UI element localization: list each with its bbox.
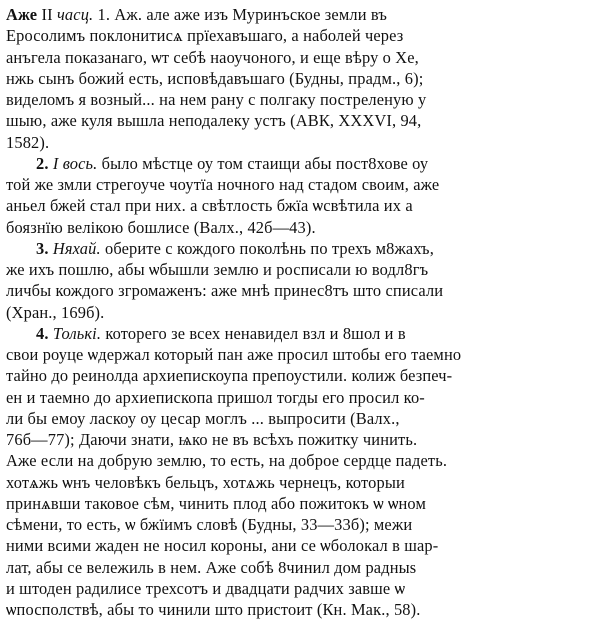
line-text: которего зе всех ненавидел взл и 8шол и в: [101, 323, 406, 343]
entry-aze-sense-2: [6, 153, 595, 238]
text-line: ѡпосполствѣ, абы то чинили што пристоит (Кн. Мак., 58).: [6, 600, 421, 619]
text-line: сѣмени, то есть, ѡ бжїимъ словѣ (Будны, 33—33б); межи: [6, 515, 413, 534]
text-line: же ихъ пошлю, абы ѡбышли землю и росписали ю водл8гъ: [6, 260, 429, 279]
text-line: (Хран., 169б).: [6, 302, 105, 322]
text-line: [6, 4, 595, 25]
text-line: 1582).: [6, 132, 50, 152]
text-line: хотѧжь ѡнъ человѣкъ бельцъ, хотѧжь чернецъ, которыи: [6, 472, 405, 492]
text-line: шыю, аже куля вышла неподалеку устъ (АВК, XXXVI, 94,: [6, 111, 422, 131]
text-line: Аже если на добрую землю, то есть, на доброе сердце падеть.: [6, 451, 448, 471]
text-line: аньел бжей стал при них. а свѣтлость бжїа ѡсвѣтила их а: [6, 196, 413, 216]
text-line: [6, 153, 595, 174]
text-line: ен и таемно до архиепископа пришол тогды его просил ко-: [6, 387, 425, 407]
text-line: принѧвши таковое сѣм, чинить плод або пожитокъ ѡ ѡном: [6, 493, 426, 513]
sense-gloss: Няхай.: [52, 238, 101, 258]
text-line: тайно до реинолда архиепискоупа препоустили. колиж безпеч-: [6, 366, 453, 386]
text-line: [6, 323, 595, 344]
entry-aze-sense-4: [6, 323, 595, 621]
headword: Аже: [6, 5, 38, 24]
text-line: 76б—77); Даючи знати, ѩко не въ всѣхъ пожитку чинить.: [6, 430, 418, 449]
text-line: виделомъ я возный... на нем рану с полгаку постреленую у: [6, 90, 427, 109]
text-line: боязнїю велікою бошлисе (Валх., 42б—43).: [6, 217, 316, 237]
line-text: оберите с кождого поколѣнь по трехъ м8жахъ,: [100, 238, 434, 258]
line-text: 1. Аж. але аже изъ Муринъское земли въ: [93, 5, 387, 24]
sense-number: 4.: [36, 323, 49, 343]
sense-number: 3.: [36, 238, 49, 258]
text-line: и штоден радилисе трехсотъ и двадцати радчих завше ѡ: [6, 578, 406, 598]
text-line: лат, абы се вележиль в нем. Аже собѣ 8чинил дом радныs: [6, 557, 417, 577]
text-line: ли бы емоу ласкоу оу цесар моглъ ... выпросити (Валх.,: [6, 408, 400, 428]
line-text: было мѣстце оу том стаищи абы пост8хове оу: [97, 153, 429, 173]
text-line: нжь сынъ божий есть, исповѣдавъшаго (Будны, прадм., 6);: [6, 68, 424, 88]
part-of-speech: часц.: [56, 5, 94, 24]
text-line: [6, 238, 595, 259]
sense-gloss: Толькі.: [52, 323, 102, 343]
text-line: личбы кождого згромаженъ: аже мнѣ принес8тъ што списали: [6, 281, 444, 301]
sense-gloss: І вось.: [52, 153, 98, 173]
sense-number: 2.: [36, 153, 49, 173]
text-line: анъгела показанаго, ѡт себѣ наоучоного, и еще вѣру о Хе,: [6, 47, 419, 67]
text-line: той же змли стрегоуче чоутїа ночного над стадом своим, аже: [6, 175, 440, 194]
entry-aze-sense-3: [6, 238, 595, 323]
homonym-number: II: [37, 5, 57, 24]
entry-aze-sense-1: [6, 4, 595, 153]
text-line: Еросолимъ поклонитисѧ прїехавъшаго, а наболей через: [6, 26, 404, 46]
text-line: свои роуце ѡдержал который пан аже просил штобы его таемно: [6, 345, 462, 364]
text-line: ними всими жаден не носил короны, ани се ѡболокал в шар-: [6, 536, 439, 556]
